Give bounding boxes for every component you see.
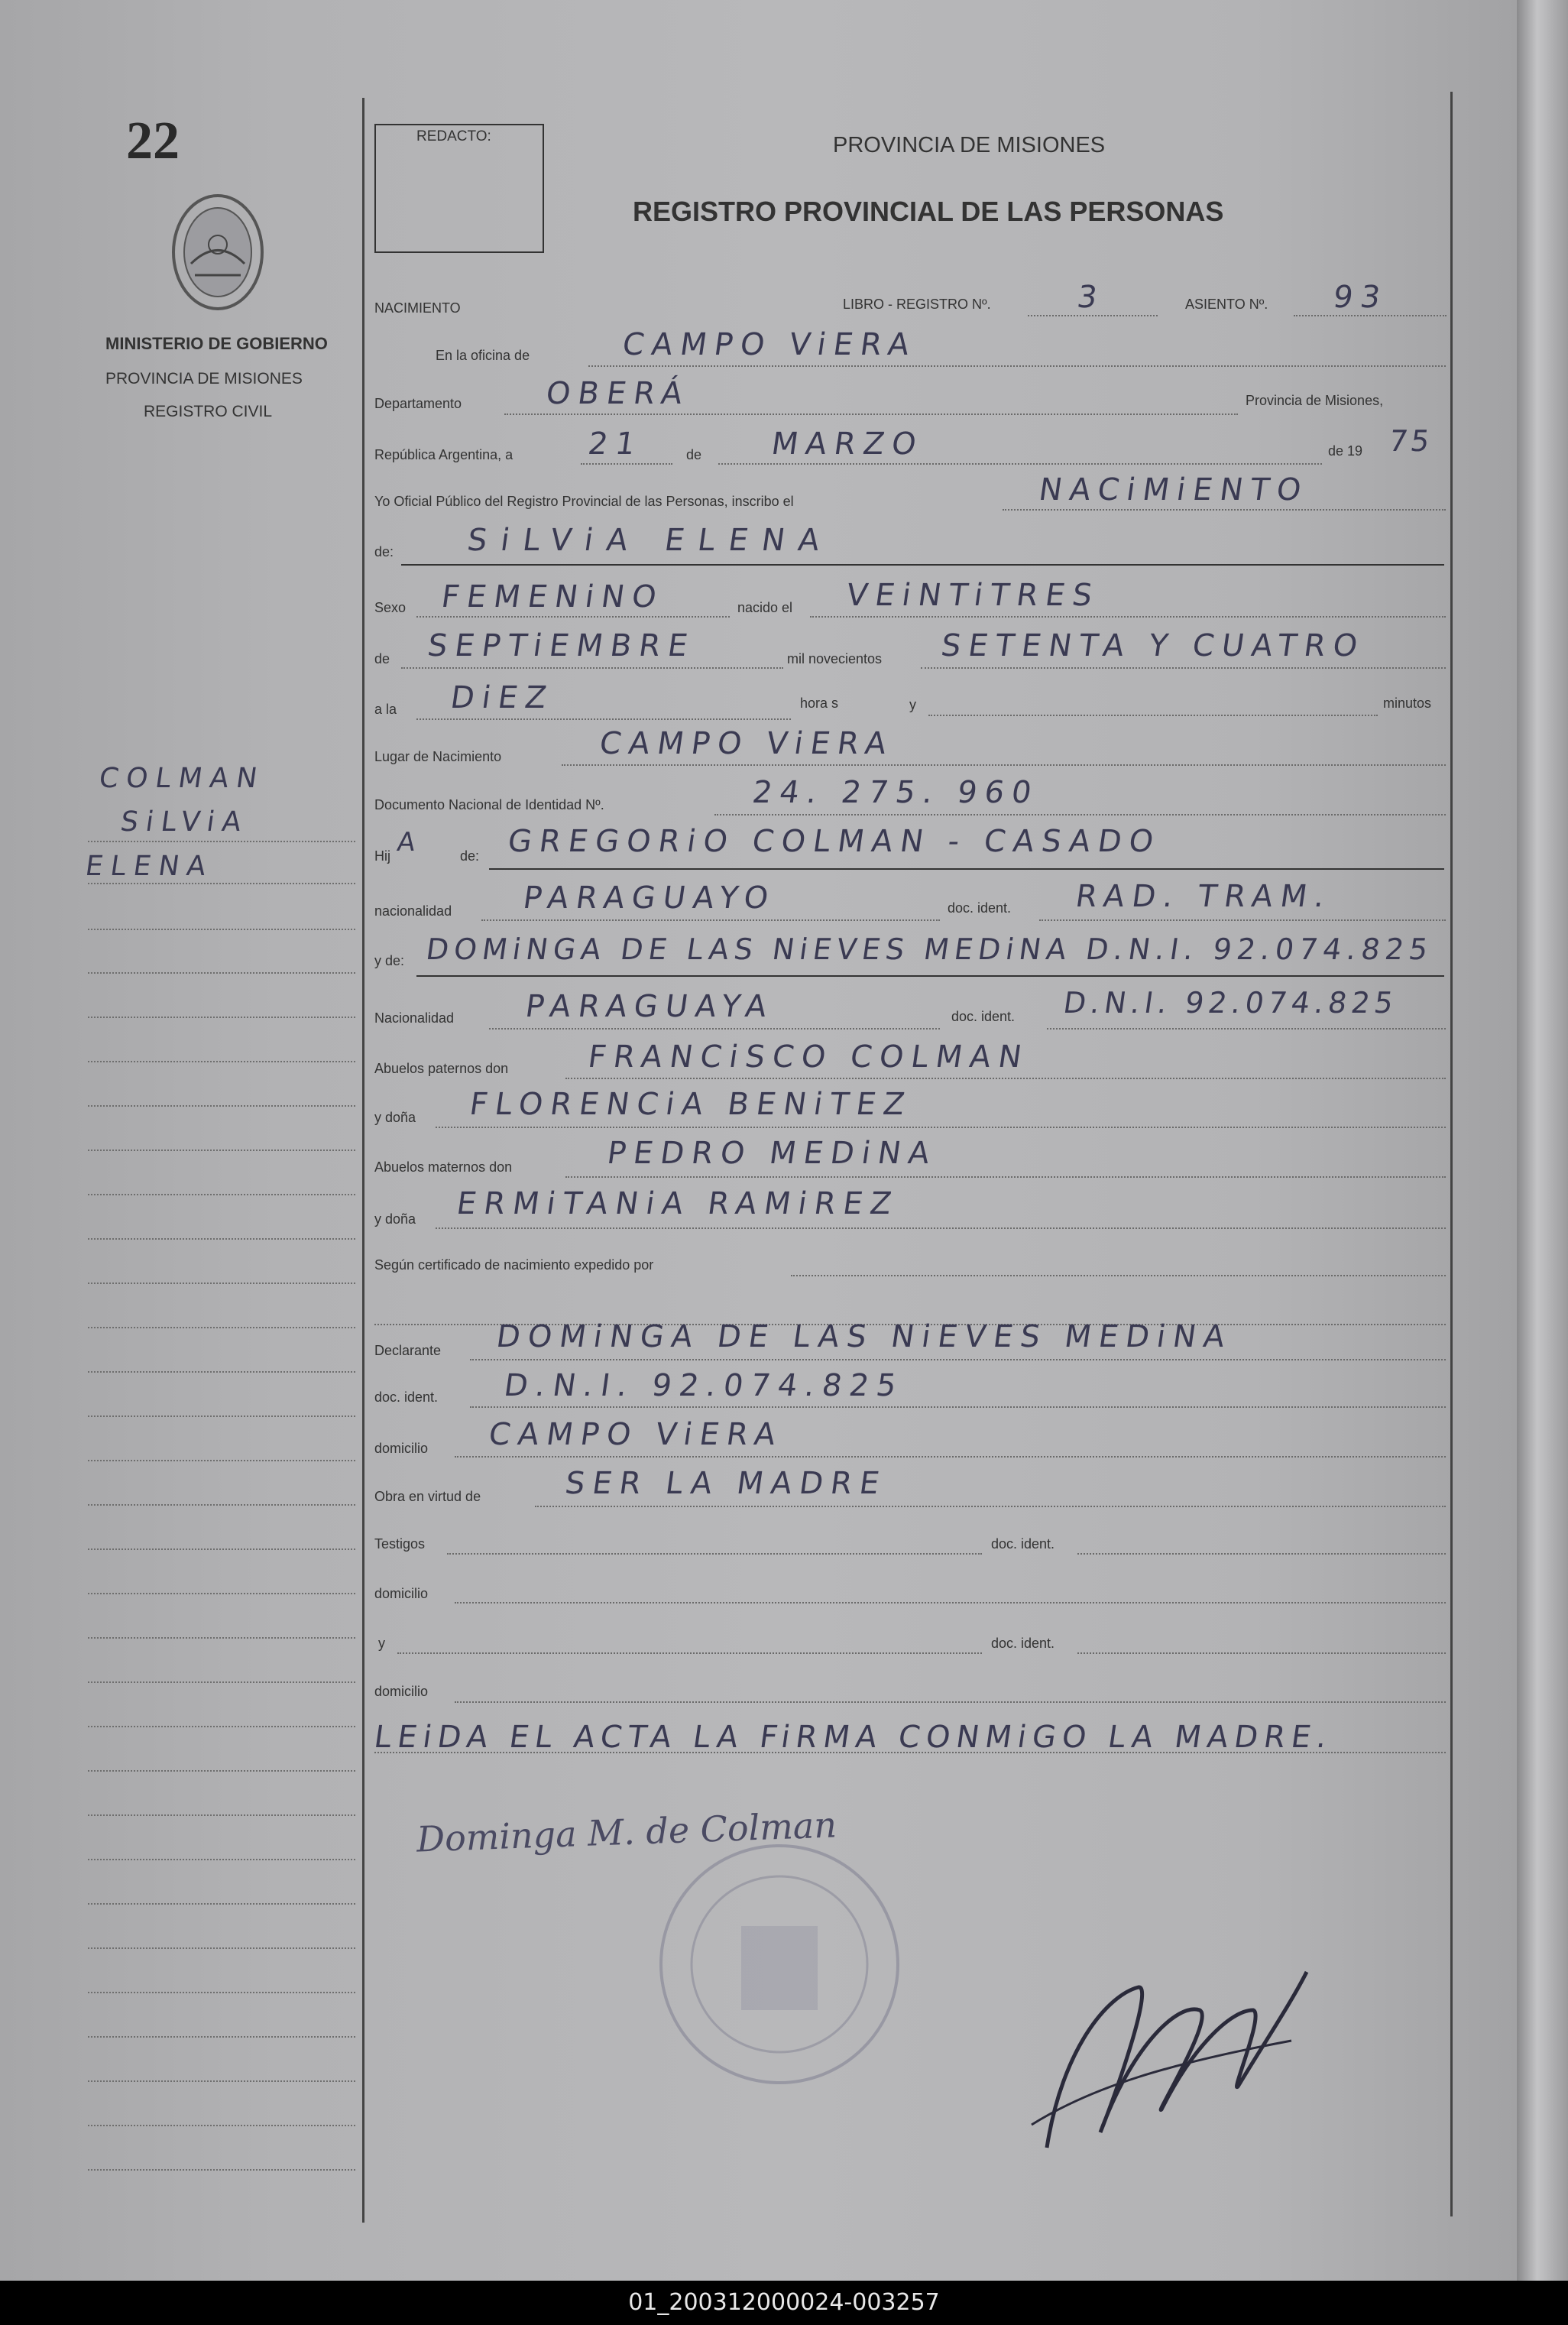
hij-label: Hij	[374, 848, 390, 864]
mil-novecientos-label: mil novecientos	[787, 651, 883, 666]
decl-doc-value: D.N.I. 92.074.825	[501, 1368, 906, 1403]
sexo-label: Sexo	[374, 600, 407, 615]
field-line	[416, 616, 730, 618]
field-line	[714, 814, 1446, 816]
de-nombre-label: de:	[374, 544, 394, 559]
field-line	[581, 463, 672, 465]
field-line	[436, 1127, 1446, 1128]
abuelos-mat-label: Abuelos maternos don	[374, 1159, 513, 1175]
oficina-label: En la oficina de	[436, 348, 530, 363]
margin-rule	[88, 1371, 355, 1373]
field-line	[565, 1176, 1446, 1178]
field-line	[447, 1553, 982, 1555]
padre-nac-value: PARAGUAYO	[520, 880, 779, 916]
margin-note-line: COLMAN	[97, 763, 267, 794]
padre-value: GREGORiO COLMAN - CASADO	[505, 824, 1164, 859]
nacido-dia-value: VEiNTiTRES	[844, 578, 1103, 613]
margin-rule	[88, 841, 355, 842]
nacido-label: nacido el	[737, 600, 793, 615]
margin-rule	[88, 2125, 355, 2126]
abuela-mat-value: ERMiTANiA RAMiREZ	[454, 1186, 902, 1221]
province-title: PROVINCIA DE MISIONES	[833, 133, 1106, 157]
testigos-doc-label: doc. ident.	[991, 1536, 1055, 1552]
nacionalidad-label: nacionalidad	[374, 903, 452, 919]
yo-oficial-label: Yo Oficial Público del Registro Provincial de las Personas, inscribo el	[374, 494, 794, 509]
documento-label: Documento Nacional de Identidad Nº.	[374, 797, 604, 812]
obra-label: Obra en virtud de	[374, 1489, 481, 1504]
field-line	[455, 1701, 1446, 1703]
field-line	[1003, 509, 1446, 511]
field-line	[504, 413, 1238, 415]
doc-ident-label: doc. ident.	[948, 900, 1012, 916]
madre-underline	[416, 975, 1444, 977]
sexo-value: FEMENiNO	[439, 579, 666, 614]
dni-value: 24. 275. 960	[750, 775, 1042, 810]
testigos-label: Testigos	[374, 1536, 426, 1552]
decl-doc-label: doc. ident.	[374, 1389, 439, 1405]
margin-rule	[88, 929, 355, 930]
madre-nac-value: PARAGUAYA	[523, 989, 777, 1024]
oficina-value: CAMPO ViERA	[620, 327, 919, 362]
field-line	[791, 1275, 1446, 1276]
obra-value: SER LA MADRE	[562, 1466, 889, 1501]
margin-rule	[88, 883, 355, 884]
madre-value: DOMiNGA DE LAS NiEVES MEDiNA D.N.I. 92.074.825	[423, 932, 1436, 966]
official-stamp-icon	[650, 1834, 909, 2094]
declarante-value: DOMiNGA DE LAS NiEVES MEDiNA	[494, 1319, 1235, 1354]
nacido-anio-value: SETENTA Y CUATRO	[938, 628, 1368, 663]
form-right-border	[1450, 92, 1453, 2216]
acto-value: NACiMiENTO	[1036, 472, 1311, 507]
page-number: 22	[126, 112, 180, 170]
margin-rule	[88, 972, 355, 974]
field-line	[436, 1227, 1446, 1229]
margin-rule	[88, 1593, 355, 1594]
margin-note-line: ELENA	[83, 851, 215, 882]
margin-rule	[88, 1504, 355, 1506]
page-edge	[1517, 0, 1568, 2281]
margin-rule	[88, 1105, 355, 1107]
margin-rule	[88, 1770, 355, 1772]
republica-label: República Argentina, a	[374, 447, 513, 462]
redacto-label: REDACTO:	[416, 128, 491, 144]
margin-rule	[88, 1814, 355, 1816]
lugar-label: Lugar de Nacimiento	[374, 749, 502, 764]
abuelo-mat-value: PEDRO MEDiNA	[604, 1136, 940, 1171]
field-line	[588, 365, 1446, 367]
testigo2-domicilio-label: domicilio	[374, 1684, 429, 1699]
margin-rule	[88, 2080, 355, 2082]
departamento-value: OBERÁ	[543, 376, 692, 411]
padre-underline	[489, 868, 1444, 870]
testigo-domicilio-label: domicilio	[374, 1586, 429, 1601]
nombre-value: SiLViA ELENA	[465, 523, 836, 558]
nombre-underline	[401, 564, 1444, 566]
libro-label: LIBRO - REGISTRO Nº.	[843, 297, 991, 312]
departamento-label: Departamento	[374, 396, 462, 411]
y-label: y	[909, 697, 916, 712]
abuelos-pat-label: Abuelos paternos don	[374, 1061, 509, 1076]
horas-label: hora s	[800, 696, 839, 711]
margin-rule	[88, 1548, 355, 1550]
margin-rule	[88, 1194, 355, 1195]
a-la-label: a la	[374, 702, 397, 717]
field-line	[565, 1078, 1446, 1079]
domicilio-label: domicilio	[374, 1441, 429, 1456]
provincia-label: Provincia de Misiones,	[1246, 393, 1384, 408]
de-padre-label: de:	[460, 848, 480, 864]
field-line	[470, 1406, 1446, 1408]
margin-rule	[88, 1681, 355, 1683]
minutos-label: minutos	[1383, 696, 1432, 711]
field-line	[1294, 315, 1447, 316]
margin-rule	[88, 1061, 355, 1062]
nacido-mes-value: SEPTiEMBRE	[425, 628, 698, 663]
margin-rule	[88, 1992, 355, 1993]
registry-label: REGISTRO CIVIL	[144, 403, 273, 420]
hora-value: DiEZ	[448, 680, 556, 715]
field-line	[535, 1506, 1446, 1507]
de-mes-label: de	[374, 651, 390, 666]
registry-title: REGISTRO PROVINCIAL DE LAS PERSONAS	[633, 196, 1224, 227]
field-line	[810, 616, 1446, 618]
field-line	[416, 718, 791, 720]
margin-rule	[88, 1947, 355, 1949]
field-line	[1039, 919, 1446, 921]
field-line	[718, 463, 1322, 465]
field-line	[928, 715, 1378, 716]
margin-rule	[88, 1238, 355, 1240]
field-line	[562, 764, 1446, 766]
field-line	[470, 1359, 1446, 1360]
abuela-pat-value: FLORENCiA BENiTEZ	[467, 1087, 915, 1122]
field-line	[1077, 1652, 1446, 1654]
registrar-signature-icon	[1001, 1895, 1337, 2201]
nacimiento-label: NACIMIENTO	[374, 300, 461, 316]
field-line	[455, 1456, 1446, 1458]
lugar-value: CAMPO ViERA	[597, 726, 896, 761]
dona-mat-label: y doña	[374, 1211, 416, 1227]
dona-pat-label: y doña	[374, 1110, 416, 1125]
declarante-label: Declarante	[374, 1343, 442, 1358]
margin-note-line: SiLViA	[118, 806, 251, 838]
margin-rule	[88, 2036, 355, 2038]
field-line	[921, 667, 1446, 669]
field-line	[397, 1652, 982, 1654]
asiento-value: 93	[1330, 280, 1391, 315]
field-line	[1047, 1028, 1446, 1030]
coat-of-arms-icon	[164, 191, 271, 317]
margin-rule	[88, 1282, 355, 1284]
field-line	[1028, 315, 1158, 316]
y-de-label: y de:	[374, 953, 405, 968]
testigo2-doc-label: doc. ident.	[991, 1636, 1055, 1651]
field-line	[481, 919, 940, 921]
de-19-label: de 19	[1328, 443, 1363, 459]
mes-value: MARZO	[769, 426, 926, 462]
field-line	[401, 667, 783, 669]
asiento-label: ASIENTO Nº.	[1185, 297, 1268, 312]
margin-rule	[88, 1637, 355, 1639]
image-caption: 01_200312000024-003257	[628, 2289, 940, 2316]
mother-signature: Dominga M. de Colman	[416, 1804, 837, 1860]
closing-statement: LEiDA EL ACTA LA FiRMA CONMiGO LA MADRE.	[371, 1720, 1336, 1755]
field-line	[489, 1028, 940, 1030]
segun-label: Según certificado de nacimiento expedido por	[374, 1257, 654, 1273]
province-label: PROVINCIA DE MISIONES	[105, 370, 303, 388]
anio-value: 75	[1386, 424, 1435, 458]
abuelo-pat-value: FRANCiSCO COLMAN	[585, 1039, 1032, 1075]
decl-domicilio-value: CAMPO ViERA	[486, 1417, 786, 1452]
margin-rule	[88, 1017, 355, 1018]
madre-doc-value: D.N.I. 92.074.825	[1061, 986, 1400, 1020]
margin-rule	[88, 2169, 355, 2171]
field-line	[455, 1602, 1446, 1604]
margin-rule	[88, 1726, 355, 1727]
margin-rule	[88, 1903, 355, 1905]
margin-rule	[88, 1327, 355, 1328]
field-line	[1077, 1553, 1446, 1555]
margin-rule	[88, 1415, 355, 1417]
doc-ident-madre-label: doc. ident.	[951, 1009, 1016, 1024]
de-label: de	[686, 447, 702, 462]
nacionalidad-madre-label: Nacionalidad	[374, 1010, 455, 1026]
hij-suffix: A	[395, 827, 426, 858]
libro-value: 3	[1074, 280, 1107, 315]
form-left-border	[362, 98, 364, 2223]
margin-rule	[88, 1460, 355, 1461]
margin-rule	[88, 1150, 355, 1151]
field-line	[374, 1752, 1446, 1753]
ministry-label: MINISTERIO DE GOBIERNO	[105, 334, 328, 353]
padre-doc-value: RAD. TRAM.	[1073, 879, 1335, 914]
dia-value: 21	[585, 426, 646, 462]
testigo2-y-label: y	[378, 1636, 385, 1651]
margin-rule	[88, 1859, 355, 1860]
